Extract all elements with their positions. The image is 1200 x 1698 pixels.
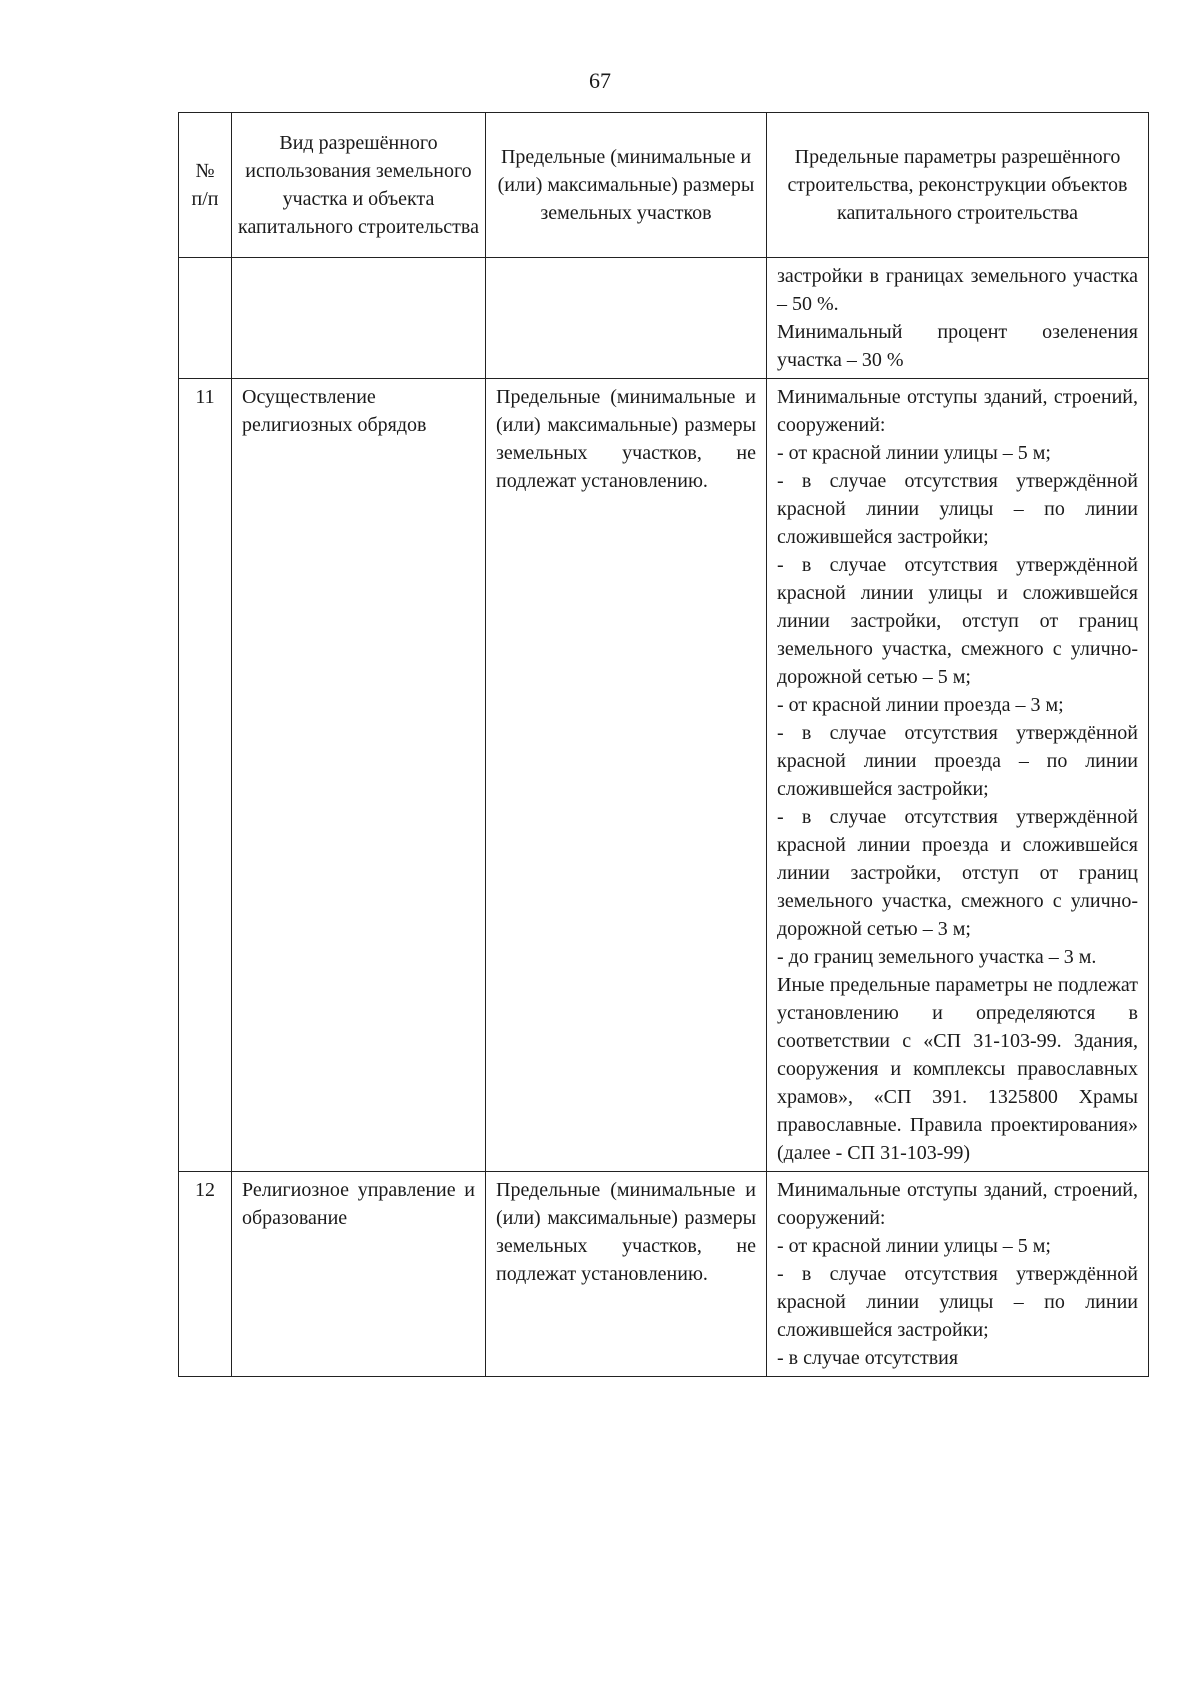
- params-line: застройки в границах земельного участка – 50 %.: [777, 265, 1138, 315]
- header-construction-params: Предельные параметры разрешённого строительства, реконструкции объектов капитального строительства: [767, 113, 1149, 258]
- params-line: - от красной линии улицы – 5 м;: [777, 1235, 1051, 1257]
- cell-use-type: Религиозное управление и образование: [232, 1172, 486, 1377]
- table-header-row: [179, 113, 1149, 258]
- cell-number-empty: [179, 258, 232, 379]
- regulations-table: [178, 112, 1149, 1377]
- params-line: - в случае отсутствия утверждённой красной линии проезда – по линии сложившейся застройки;: [777, 722, 1138, 800]
- cell-number: 12: [179, 1172, 232, 1377]
- header-number: № п/п: [179, 113, 232, 258]
- header-use-type: Вид разрешённого использования земельного участка и объекта капитального строительства: [232, 113, 486, 258]
- page-number: 67: [589, 68, 611, 93]
- params-line: - в случае отсутствия: [777, 1347, 959, 1369]
- table-row-11: [179, 379, 1149, 1172]
- table-row-12: [179, 1172, 1149, 1377]
- params-line: - в случае отсутствия утверждённой красной линии проезда и сложившейся линии застройки, отступ от границ земельного участка, смежного с улично-дорожной сетью – 3 м;: [777, 806, 1138, 940]
- cell-use-type: Осуществление религиозных обрядов: [232, 379, 486, 1172]
- cell-sizes: Предельные (минимальные и (или) максимальные) размеры земельных участков, не подлежат установлению.: [486, 379, 767, 1172]
- params-line: Иные предельные параметры не подлежат установлению и определяются в соответствии с «СП 31-103-99. Здания, сооружения и комплексы православных храмов», «СП 391. 1325800 Храмы православные. Правила проектирования» (далее - СП 31-103-99): [777, 974, 1138, 1164]
- params-line: Минимальный процент озеленения участка – 30 %: [777, 321, 1138, 371]
- params-line: Минимальные отступы зданий, строений, сооружений:: [777, 386, 1138, 436]
- params-line: - до границ земельного участка – 3 м.: [777, 946, 1097, 968]
- cell-params: [767, 379, 1149, 1172]
- table-row-continuation: [179, 258, 1149, 379]
- cell-sizes: Предельные (минимальные и (или) максимальные) размеры земельных участков, не подлежат установлению.: [486, 1172, 767, 1377]
- params-line: Минимальные отступы зданий, строений, сооружений:: [777, 1179, 1138, 1229]
- params-line: - в случае отсутствия утверждённой красной линии улицы – по линии сложившейся застройки;: [777, 470, 1138, 548]
- cell-number: 11: [179, 379, 232, 1172]
- params-line: - в случае отсутствия утверждённой красной линии улицы и сложившейся линии застройки, отступ от границ земельного участка, смежного с улично-дорожной сетью – 5 м;: [777, 554, 1138, 688]
- params-line: - в случае отсутствия утверждённой красной линии улицы – по линии сложившейся застройки;: [777, 1263, 1138, 1341]
- cell-params-continuation: [767, 258, 1149, 379]
- params-line: - от красной линии улицы – 5 м;: [777, 442, 1051, 464]
- header-plot-sizes: Предельные (минимальные и (или) максимальные) размеры земельных участков: [486, 113, 767, 258]
- cell-params: [767, 1172, 1149, 1377]
- cell-use-type-empty: [232, 258, 486, 379]
- cell-sizes-empty: [486, 258, 767, 379]
- params-line: - от красной линии проезда – 3 м;: [777, 694, 1064, 716]
